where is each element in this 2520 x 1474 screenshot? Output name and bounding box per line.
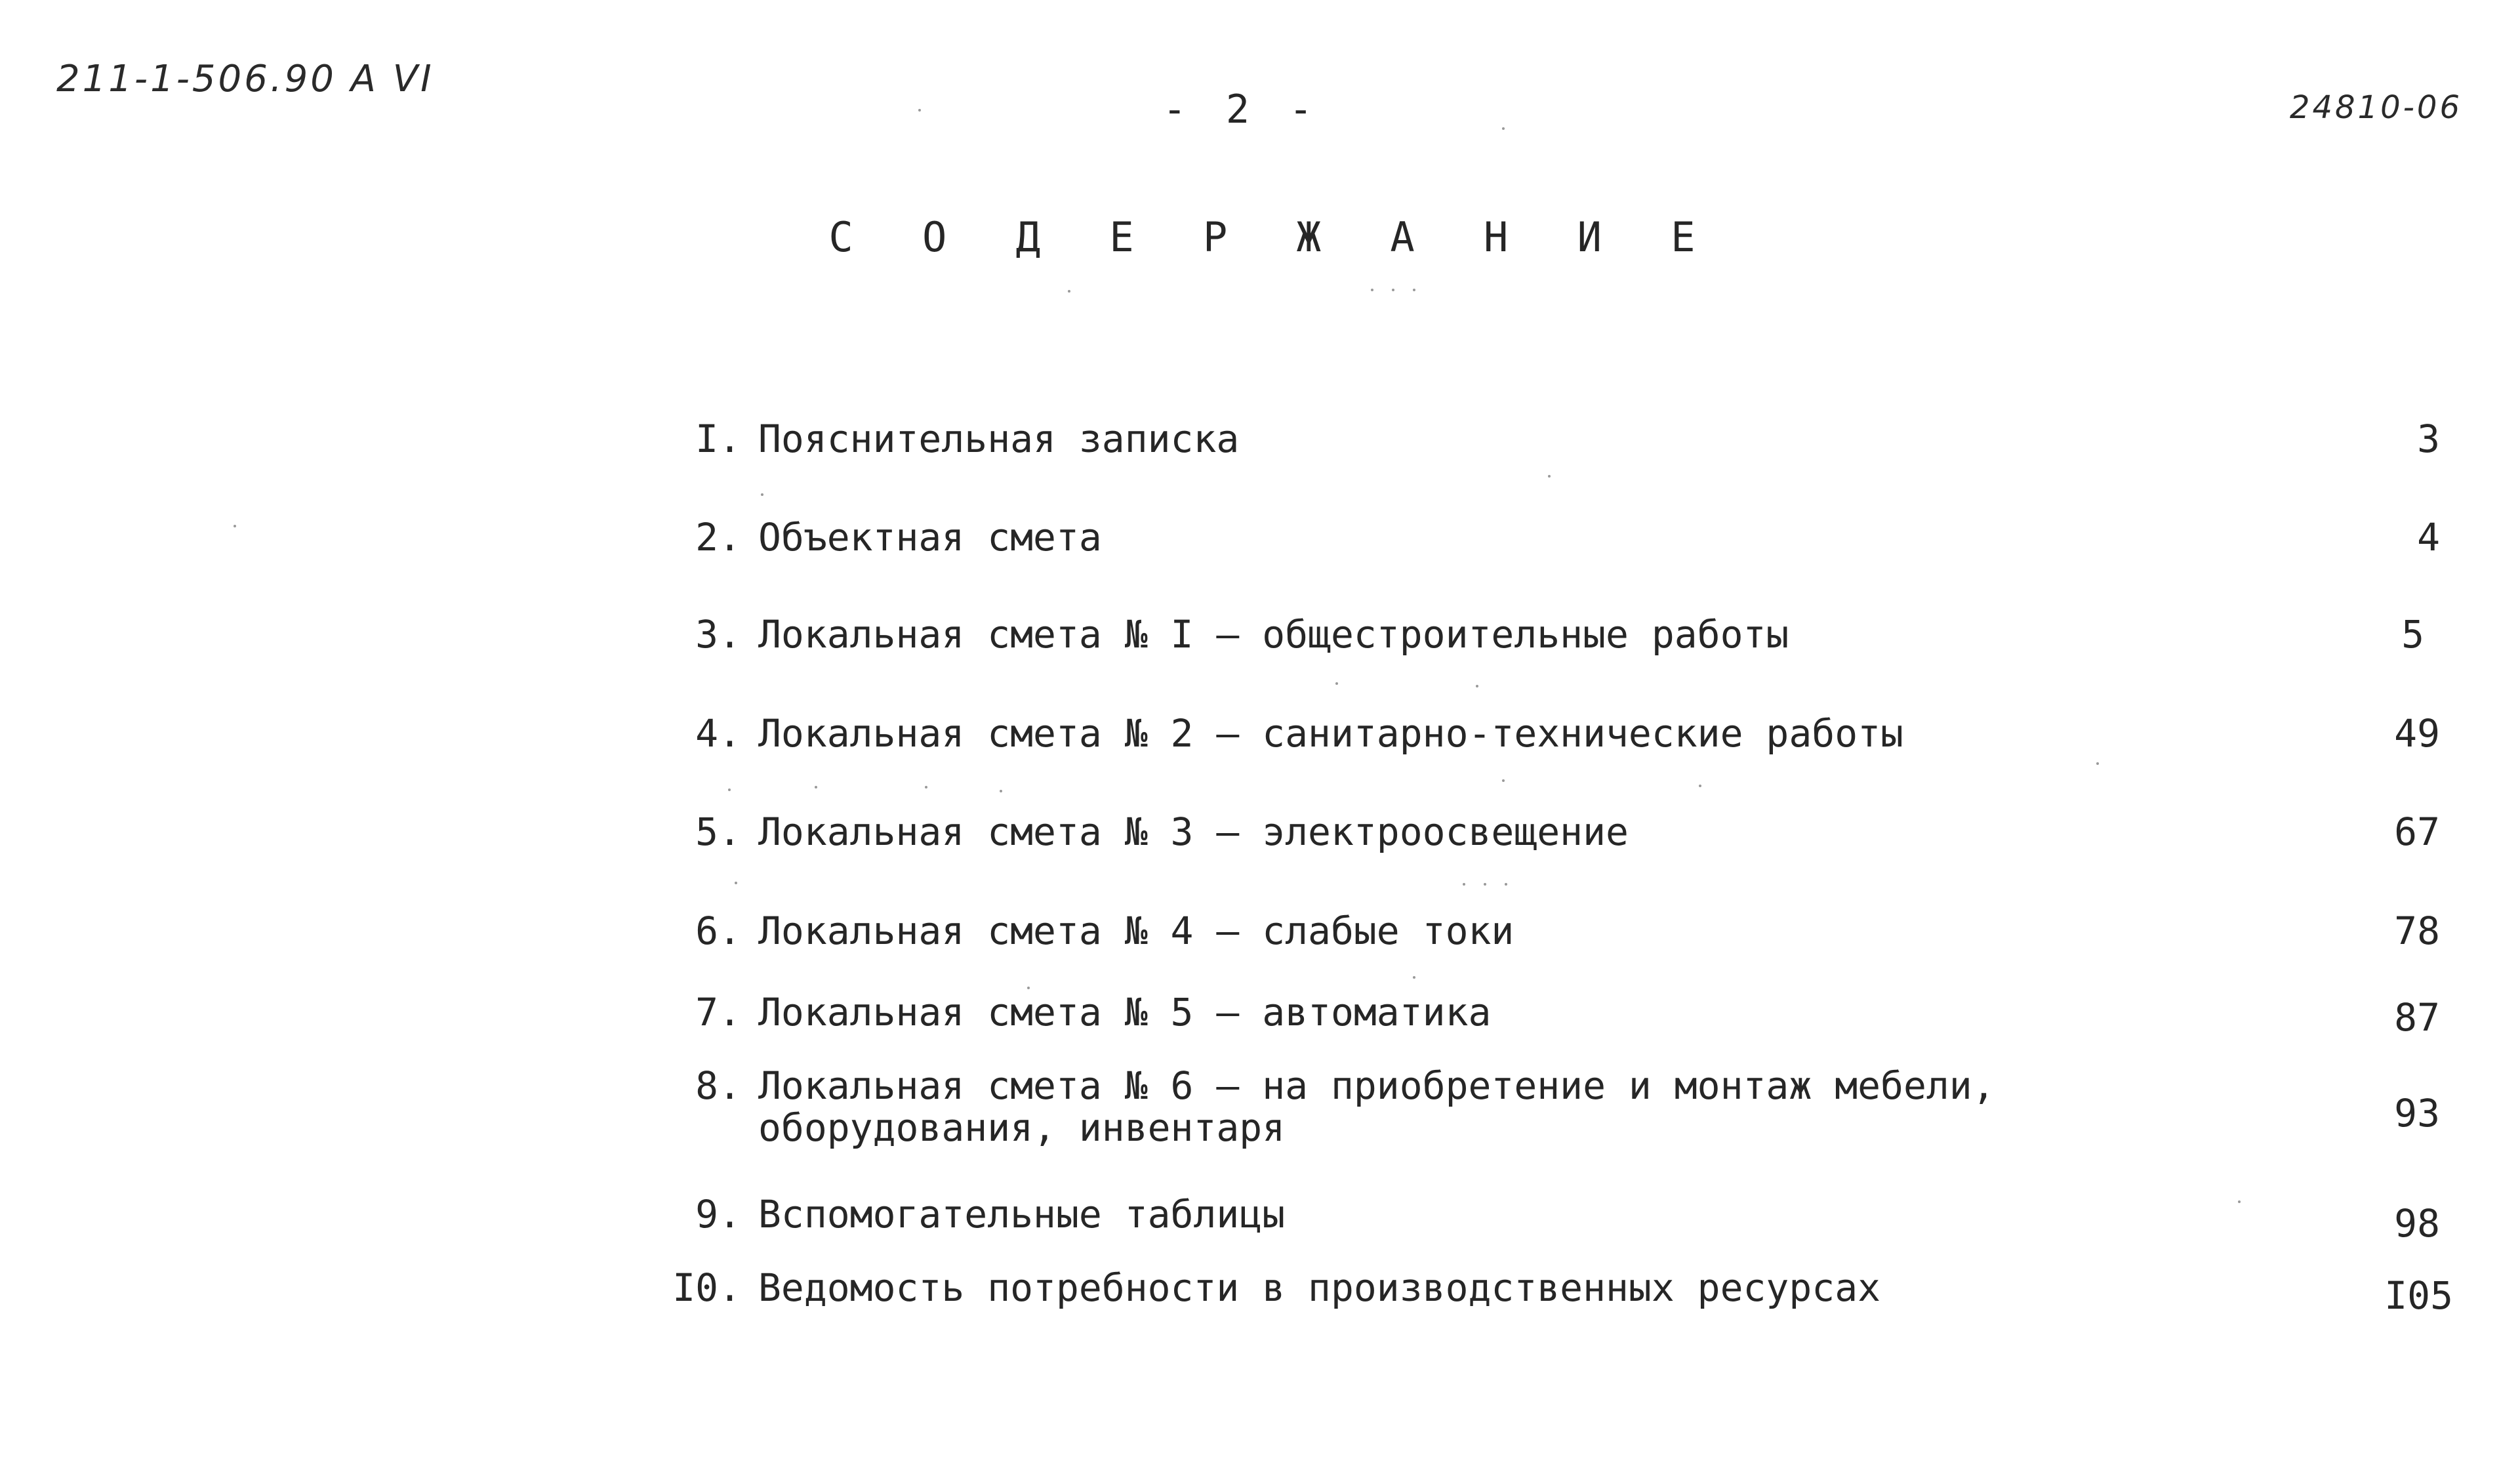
toc-entry-number: 8. (695, 1063, 741, 1108)
toc-entry-page: 93 (2394, 1091, 2440, 1136)
scan-speck (925, 786, 927, 788)
toc-entry-number: 7. (695, 990, 741, 1034)
toc-entry-page: 78 (2394, 909, 2440, 953)
archive-number: 24810-06 (2289, 89, 2462, 126)
scan-speck (761, 493, 763, 496)
toc-entry-number: 9. (695, 1192, 741, 1237)
scan-speck (1371, 289, 1373, 291)
toc-entry-number: I0. (672, 1265, 741, 1310)
scan-speck (1392, 289, 1394, 291)
toc-entry-page: I05 (2384, 1273, 2453, 1318)
scan-speck (1027, 987, 1030, 989)
toc-entry-title: Локальная смета № I – общестроительные работы (758, 612, 1789, 657)
toc-entry-title: Пояснительная записка (758, 417, 1240, 461)
toc-entry-page: 3 (2417, 417, 2440, 461)
toc-entry-title: Вспомогательные таблицы (758, 1192, 1286, 1237)
scan-speck (1548, 475, 1551, 478)
scan-speck (234, 525, 236, 527)
toc-entry-number: 3. (695, 612, 741, 657)
scan-speck (1484, 883, 1486, 886)
scan-speck (1000, 790, 1002, 792)
toc-entry-title: Объектная смета (758, 515, 1102, 560)
document-code: 211-1-506.90 А VI (56, 58, 434, 100)
toc-entry-page: 98 (2394, 1201, 2440, 1246)
toc-entry-title: Локальная смета № 6 – на приобретение и монтаж мебели, (758, 1063, 1995, 1108)
scan-speck (735, 882, 737, 884)
toc-entry-title: Локальная смета № 3 – электроосвещение (758, 809, 1629, 854)
scan-speck (1413, 976, 1415, 979)
scan-speck (1335, 682, 1338, 685)
scan-speck (1502, 779, 1505, 782)
scan-speck (1463, 883, 1465, 886)
toc-entry-number: I. (695, 417, 741, 461)
toc-entry-page: 49 (2394, 711, 2440, 756)
scan-speck (1502, 127, 1505, 130)
scan-speck (1505, 883, 1507, 886)
page-number: - 2 - (1162, 87, 1321, 133)
toc-entry-page: 5 (2401, 612, 2424, 657)
toc-entry-title: Локальная смета № 5 – автоматика (758, 990, 1492, 1034)
toc-entry-title-continuation: оборудования, инвентаря (758, 1105, 1286, 1150)
toc-entry-title: Локальная смета № 2 – санитарно-технические работы (758, 711, 1903, 756)
scan-speck (1476, 685, 1478, 687)
scan-speck (728, 788, 731, 791)
toc-entry-page: 4 (2417, 515, 2440, 560)
toc-entry-title: Ведомость потребности в производственных ресурсах (758, 1265, 1881, 1310)
scan-speck (918, 109, 921, 112)
toc-entry-page: 67 (2394, 809, 2440, 854)
toc-entry-number: 5. (695, 809, 741, 854)
toc-entry-number: 6. (695, 909, 741, 953)
toc-entry-number: 4. (695, 711, 741, 756)
scan-speck (815, 786, 817, 788)
toc-entry-page: 87 (2394, 995, 2440, 1040)
scan-speck (1699, 785, 1701, 787)
toc-entry-number: 2. (695, 515, 741, 560)
scan-speck (1068, 290, 1070, 293)
toc-title: С О Д Е Р Ж А Н И Е (828, 213, 1718, 261)
scan-speck (2238, 1200, 2241, 1203)
scan-speck (1413, 289, 1415, 291)
toc-entry-title: Локальная смета № 4 – слабые токи (758, 909, 1514, 953)
scan-speck (2096, 762, 2099, 765)
